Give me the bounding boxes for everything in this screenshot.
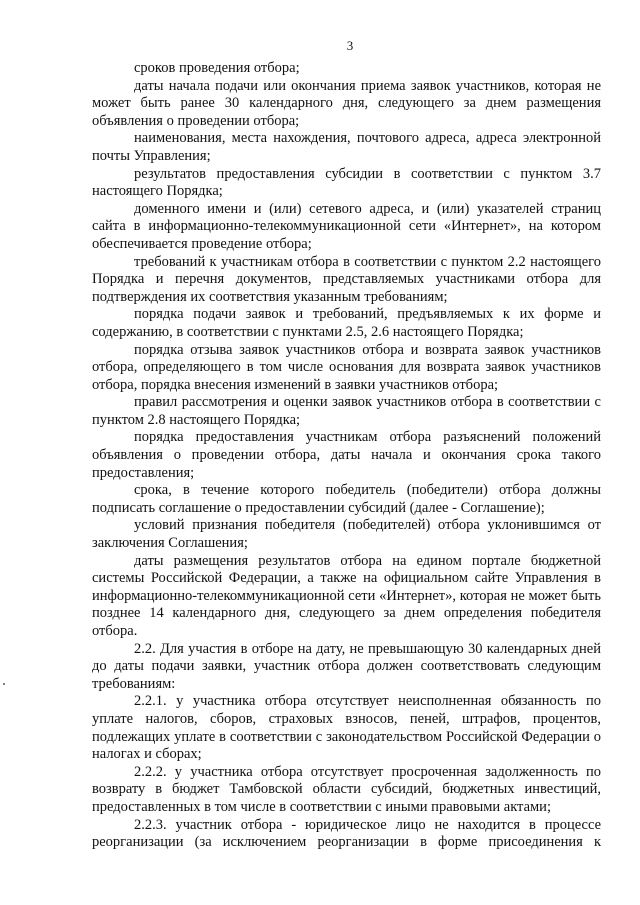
- page-number: 3: [346, 38, 354, 53]
- paragraph: правил рассмотрения и оценки заявок участников отбора в соответствии с пунктом 2.8 настоящего Порядка;: [92, 394, 601, 428]
- paragraph: порядка предоставления участникам отбора разъяснений положений объявления о проведении отбора, даты начала и окончания срока такого предоставления;: [92, 429, 601, 481]
- paragraph: порядка подачи заявок и требований, предъявляемых к их форме и содержанию, в соответствии с пунктами 2.5, 2.6 настоящего Порядка;: [92, 306, 601, 340]
- paragraph: даты начала подачи или окончания приема заявок участников, которая не может быть ранее 30 календарного дня, следующего за днем размещения объявления о проведении отбора;: [92, 77, 601, 129]
- paragraph: 2.2.1. у участника отбора отсутствует неисполненная обязанность по уплате налогов, сборов, страховых взносов, пеней, штрафов, процентов, подлежащих уплате в соответствии с законодательством Российской Федерации о налогах и сборах;: [92, 693, 601, 763]
- paragraph: результатов предоставления субсидии в соответствии с пунктом 3.7 настоящего Порядка;: [92, 165, 601, 200]
- paragraph: срока, в течение которого победитель (победители) отбора должны подписать соглашение о предоставлении субсидий (далее - Соглашение);: [92, 482, 601, 516]
- paragraph: доменного имени и (или) сетевого адреса, и (или) указателей страниц сайта в информационно-телекоммуникационной сети «Интернет», на котором обеспечивается проведение отбора;: [92, 200, 601, 252]
- paragraph: сроков проведения отбора;: [134, 60, 300, 76]
- paragraph: условий признания победителя (победителей) отбора уклонившимся от заключения Соглашения;: [92, 517, 601, 552]
- paragraph: порядка отзыва заявок участников отбора и возврата заявок участников отбора, определяющего в том числе основания для возврата заявок участников отбора, порядка внесения изменений в заявки участников отбора;: [92, 341, 601, 393]
- margin-mark: [3, 683, 5, 685]
- paragraph: наименования, места нахождения, почтового адреса, адреса электронной почты Управления;: [92, 130, 601, 164]
- paragraph: 2.2.2. у участника отбора отсутствует просроченная задолженность по возврату в бюджет Тамбовской области субсидий, бюджетных инвестиций, предоставленных в том числе в соответствии с иными правовыми актами;: [92, 763, 601, 815]
- paragraph: 2.2.3. участник отбора - юридическое лицо не находится в процессе реорганизации (за исключением реорганизации в форме присоединения к: [92, 816, 601, 851]
- paragraph: требований к участникам отбора в соответствии с пунктом 2.2 настоящего Порядка и перечня документов, представляемых участниками отбора для подтверждения их соответствия указанным требованиям;: [92, 253, 601, 305]
- document-body: [92, 60, 601, 852]
- paragraph: даты размещения результатов отбора на едином портале бюджетной системы Российской Федерации, а также на официальном сайте Управления в информационно-телекоммуникационной сети «Интернет», которая не может быть позднее 14 календарного дня, следующего за днем определения победителя отбора.: [92, 552, 601, 639]
- paragraph: 2.2. Для участия в отборе на дату, не превышающую 30 календарных дней до даты подачи заявки, участник отбора должен соответствовать следующим требованиям:: [92, 640, 601, 692]
